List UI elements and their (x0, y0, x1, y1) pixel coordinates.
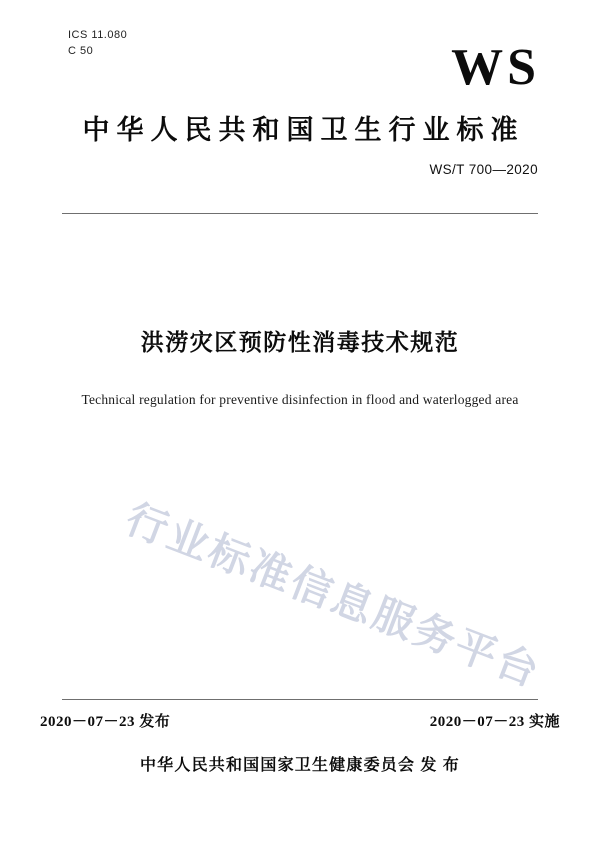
divider-bottom (62, 699, 538, 700)
standard-number: WS/T 700—2020 (429, 162, 538, 177)
issue-date: 2020－07－23 发布 (40, 714, 171, 730)
watermark-text: 行业标准信息服务平台 (119, 495, 548, 696)
issuing-authority: 中华人民共和国国家卫生健康委员会 发 布 (139, 757, 460, 774)
document-title-chinese: 洪涝灾区预防性消毒技术规范 (140, 330, 460, 355)
divider-top (62, 213, 538, 214)
page-title: 中华人民共和国卫生行业标准 (82, 115, 525, 145)
ics-code: ICS 11.080 (68, 29, 128, 41)
implementation-date: 2020－07－23 实施 (429, 714, 560, 730)
document-title-english: Technical regulation for preventive disinfection in flood and waterlogged area (81, 392, 519, 407)
classification-code: C 50 (68, 44, 94, 57)
ws-emblem-icon: WS (451, 39, 540, 96)
ics-classification-block (68, 28, 127, 60)
